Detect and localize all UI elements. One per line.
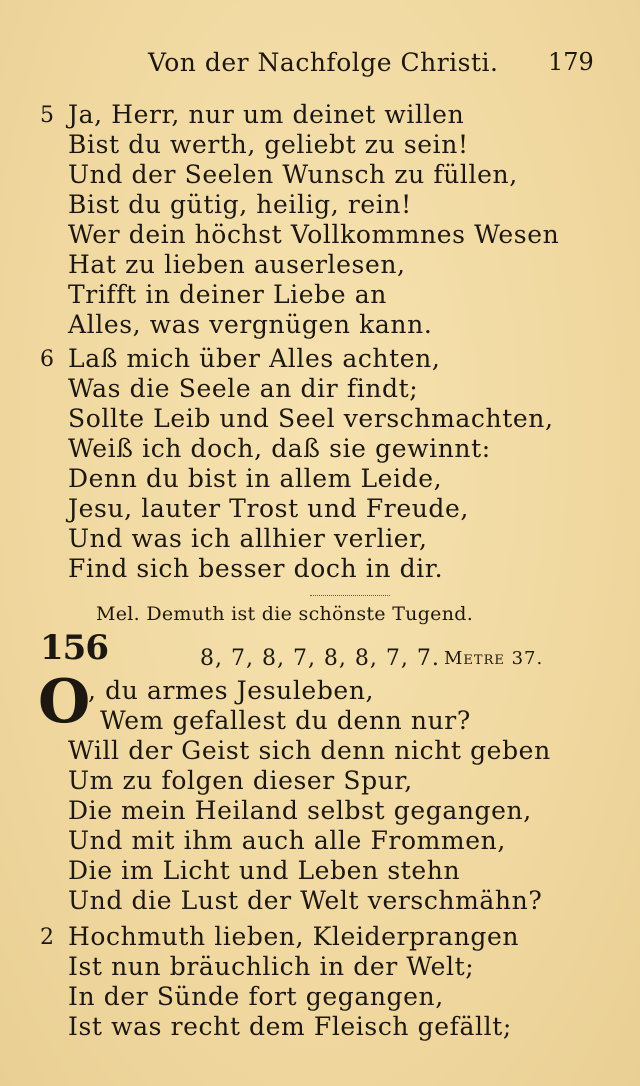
verse-line: Ist nun bräuchlich in der Welt; (68, 952, 475, 981)
verse-line: Weiß ich doch, daß sie gewinnt: (68, 434, 491, 463)
verse-line: Bist du werth, geliebt zu sein! (68, 130, 469, 159)
verse-line: Und der Seelen Wunsch zu füllen, (68, 160, 518, 189)
meter-reference (444, 648, 543, 669)
verse-line: Jesu, lauter Trost und Freude, (68, 494, 469, 523)
divider-rule (310, 595, 390, 600)
verse-line: Sollte Leib und Seel verschmachten, (68, 404, 554, 433)
verse-line: Denn du bist in allem Leide, (68, 464, 443, 493)
verse-number-6: 6 (40, 347, 54, 372)
verse-line: In der Sünde fort gegangen, (68, 982, 444, 1011)
verse-line: Ist was recht dem Fleisch gefällt; (68, 1012, 512, 1041)
verse-line: Hochmuth lieben, Kleiderprangen (68, 922, 520, 951)
verse-line: , du armes Jesuleben, (88, 676, 375, 705)
meter-pattern: 8, 7, 8, 7, 8, 8, 7, 7. (200, 646, 440, 671)
verse-line: Und mit ihm auch alle Frommen, (68, 826, 506, 855)
verse-line: Alles, was vergnügen kann. (68, 310, 433, 339)
meter-ref-number: 37. (511, 648, 544, 669)
verse-line: Um zu folgen dieser Spur, (68, 766, 413, 795)
hymn-number: 156 (40, 628, 108, 668)
verse-line: Will der Geist sich denn nicht geben (68, 736, 551, 765)
verse-line: Wem gefallest du denn nur? (100, 706, 471, 735)
verse-line: Find sich besser doch in dir. (68, 554, 444, 583)
verse-line: Ja, Herr, nur um deinet willen (68, 100, 465, 129)
melody-line: Mel. Demuth ist die schönste Tugend. (96, 603, 474, 625)
meter-ref-label: Metre (444, 648, 505, 669)
verse-line: Und was ich allhier verlier, (68, 524, 428, 553)
verse-line: Bist du gütig, heilig, rein! (68, 190, 412, 219)
verse-line: Was die Seele an dir findt; (68, 374, 419, 403)
running-title: Von der Nachfolge Christi. (148, 48, 499, 77)
drop-cap: O (38, 667, 91, 737)
verse-line: Wer dein höchst Vollkommnes Wesen (68, 220, 560, 249)
page-header (0, 48, 640, 88)
verse-number-5: 5 (40, 103, 54, 128)
verse-line: Hat zu lieben auserlesen, (68, 250, 406, 279)
verse-line: Die im Licht und Leben stehn (68, 856, 461, 885)
verse-line: Trifft in deiner Liebe an (68, 280, 387, 309)
verse-line: Und die Lust der Welt verschmähn? (68, 886, 543, 915)
verse-line: Die mein Heiland selbst gegangen, (68, 796, 532, 825)
verse-number-2: 2 (40, 925, 54, 950)
page-number: 179 (548, 48, 594, 76)
verse-line: Laß mich über Alles achten, (68, 344, 441, 373)
